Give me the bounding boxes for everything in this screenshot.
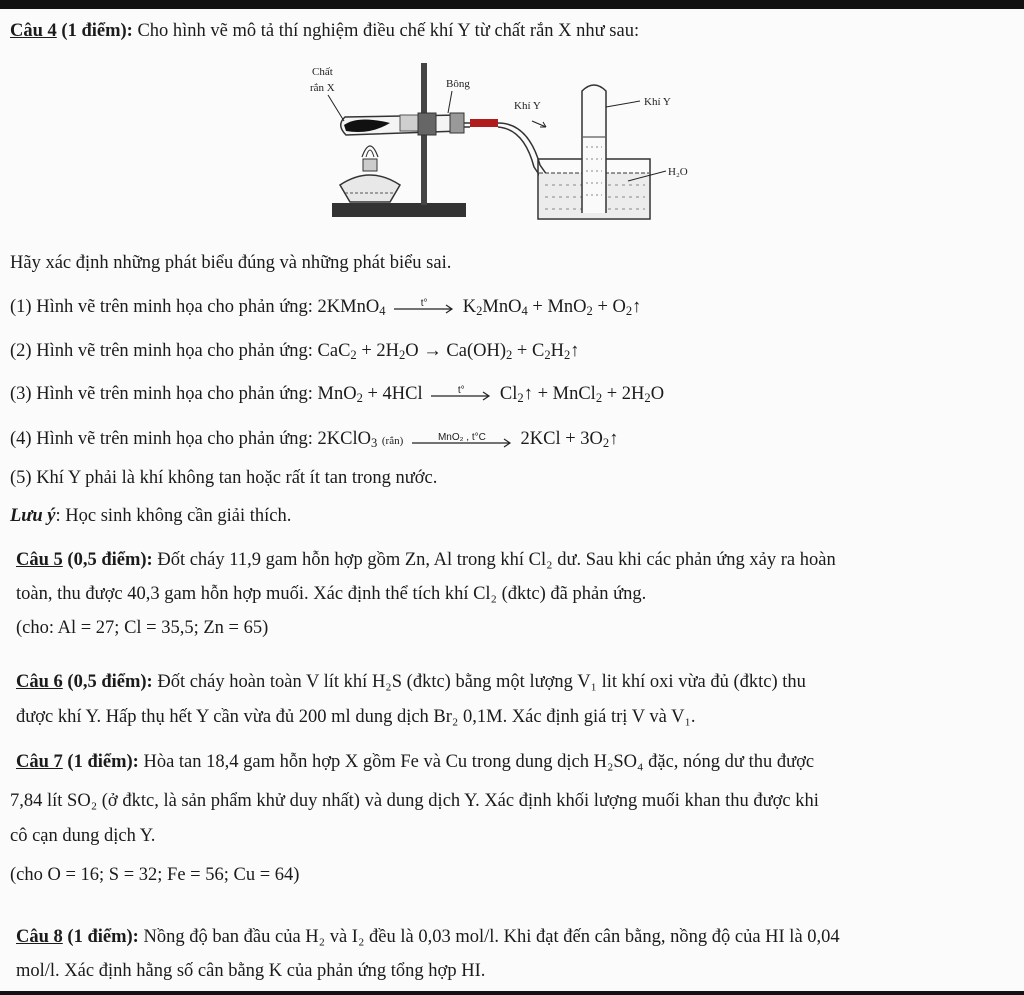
reaction-arrow-3 (431, 383, 491, 405)
alcohol-burner (340, 146, 400, 202)
top-border (0, 0, 1024, 9)
q5-header: Câu 5 (16, 550, 63, 570)
statement-3: (3) Hình vẽ trên minh họa cho phản ứng: MnO$_2$ + 4HCl t° $Cl_2↑$ + MnCl$_2$ + $2H_2O$ (10, 383, 664, 405)
condition-heat-3: t° (457, 385, 465, 396)
note-label: Lưu ý (10, 506, 56, 526)
q6-header: Câu 6 (16, 672, 63, 692)
label-water: H₂O (668, 166, 688, 178)
q4-header: Câu 4 (10, 21, 57, 41)
q6-points: (0,5 điểm): (67, 672, 153, 692)
stand-base (332, 203, 466, 217)
q7-line-1 (16, 751, 814, 773)
statement-1-prefix: Hình vẽ trên minh họa cho phản ứng: (36, 297, 313, 317)
q5-line-1 (16, 549, 836, 571)
statement-2-prefix: Hình vẽ trên minh họa cho phản ứng: (36, 341, 313, 361)
q4-title (10, 20, 639, 42)
q5-line-3: (cho: Al = 27; Cl = 35,5; Zn = 65) (16, 618, 269, 638)
statement-2: (2) Hình vẽ trên minh họa cho phản ứng: $CaC_2 + 2H_2O \to Ca(OH)_2$ + $C_2H_2↑$ (10, 341, 580, 363)
note-text: : Học sinh không cần giải thích. (55, 506, 292, 526)
statement-4-prefix: Hình vẽ trên minh họa cho phản ứng: (36, 429, 313, 449)
label-gas-tube: Khí Y (514, 100, 541, 112)
statement-4-number: (4) (10, 429, 32, 449)
q7-line-2: 7,84 lít SO₂ (ở đktc, là sản phẩm khử duy nhất) và dung dịch Y. Xác định khối lượng muối khan thu được khi (10, 791, 819, 811)
q4-note (10, 505, 291, 527)
statement-1-number: (1) (10, 297, 32, 317)
q8-points: (1 điểm): (67, 927, 139, 947)
q8-text-1: Nồng độ ban đầu của H₂ và I₂ đều là 0,03 mol/l. Khi đạt đến cân bằng, nồng độ của HI là 0,04 (143, 927, 840, 947)
q8-header: Câu 8 (16, 927, 63, 947)
q7-line-4: (cho O = 16; S = 32; Fe = 56; Cu = 64) (10, 865, 300, 885)
reaction-arrow-4 (412, 430, 512, 452)
statement-5: (5) Khí Y phải là khí không tan hoặc rất ít tan trong nước. (10, 468, 438, 488)
q4-points: (1 điểm): (61, 21, 133, 41)
condition-heat-1: t° (420, 298, 428, 309)
label-solid-1: Chất (312, 66, 333, 78)
label-cotton: Bông (446, 78, 470, 90)
solid-note: (rắn) (381, 435, 404, 447)
apparatus-diagram (300, 55, 710, 227)
q5-line-2: toàn, thu được 40,3 gam hỗn hợp muối. Xác định thể tích khí Cl₂ (đktc) đã phản ứng. (16, 584, 647, 604)
q6-line-1 (16, 671, 806, 693)
label-gas-right: Khí Y (644, 96, 671, 108)
q4-text: Cho hình vẽ mô tả thí nghiệm điều chế khí Y từ chất rắn X như sau: (137, 21, 640, 41)
q4-instruction: Hãy xác định những phát biểu đúng và những phát biểu sai. (10, 253, 452, 273)
label-solid-2: rắn X (310, 82, 335, 94)
condition-catalyst: MnO₂ , t°C (437, 432, 486, 443)
q7-header: Câu 7 (16, 752, 63, 772)
bottom-border (0, 991, 1024, 995)
statement-2-number: (2) (10, 341, 32, 361)
q8-line-1 (16, 926, 840, 948)
reaction-arrow-1 (394, 296, 454, 318)
q7-line-3: cô cạn dung dịch Y. (10, 826, 156, 846)
q5-points: (0,5 điểm): (67, 550, 153, 570)
q6-line-2: được khí Y. Hấp thụ hết Y cần vừa đủ 200 ml dung dịch Br₂ 0,1M. Xác định giá trị V và V₁. (16, 707, 696, 727)
statement-3-prefix: Hình vẽ trên minh họa cho phản ứng: (36, 384, 313, 404)
q7-points: (1 điểm): (67, 752, 139, 772)
collection-tube (582, 85, 606, 213)
q6-text-1: Đốt cháy hoàn toàn V lít khí H₂S (đktc) bằng một lượng V₁ lit khí oxi vừa đủ (đktc) thu (157, 672, 806, 692)
test-tube (341, 113, 464, 135)
statement-3-number: (3) (10, 384, 32, 404)
statement-4: (4) Hình vẽ trên minh họa cho phản ứng: 2KClO$_3$ (rắn) MnO₂ , t°C $2KCl + 3O_2↑$ (10, 429, 619, 451)
q5-text-1: Đốt cháy 11,9 gam hỗn hợp gồm Zn, Al trong khí Cl₂ dư. Sau khi các phản ứng xảy ra hoàn (157, 550, 836, 570)
q8-line-2: mol/l. Xác định hằng số cân bằng K của phản ứng tổng hợp HI. (16, 961, 486, 981)
rubber-connector (470, 119, 498, 127)
q7-text-1: Hòa tan 18,4 gam hỗn hợp X gồm Fe và Cu trong dung dịch H₂SO₄ đặc, nóng dư thu được (143, 752, 815, 772)
statement-1: (1) Hình vẽ trên minh họa cho phản ứng: 2KMnO$_4$ t° $K_2MnO_4 + MnO_2$ + $O_2↑$ (10, 296, 641, 318)
